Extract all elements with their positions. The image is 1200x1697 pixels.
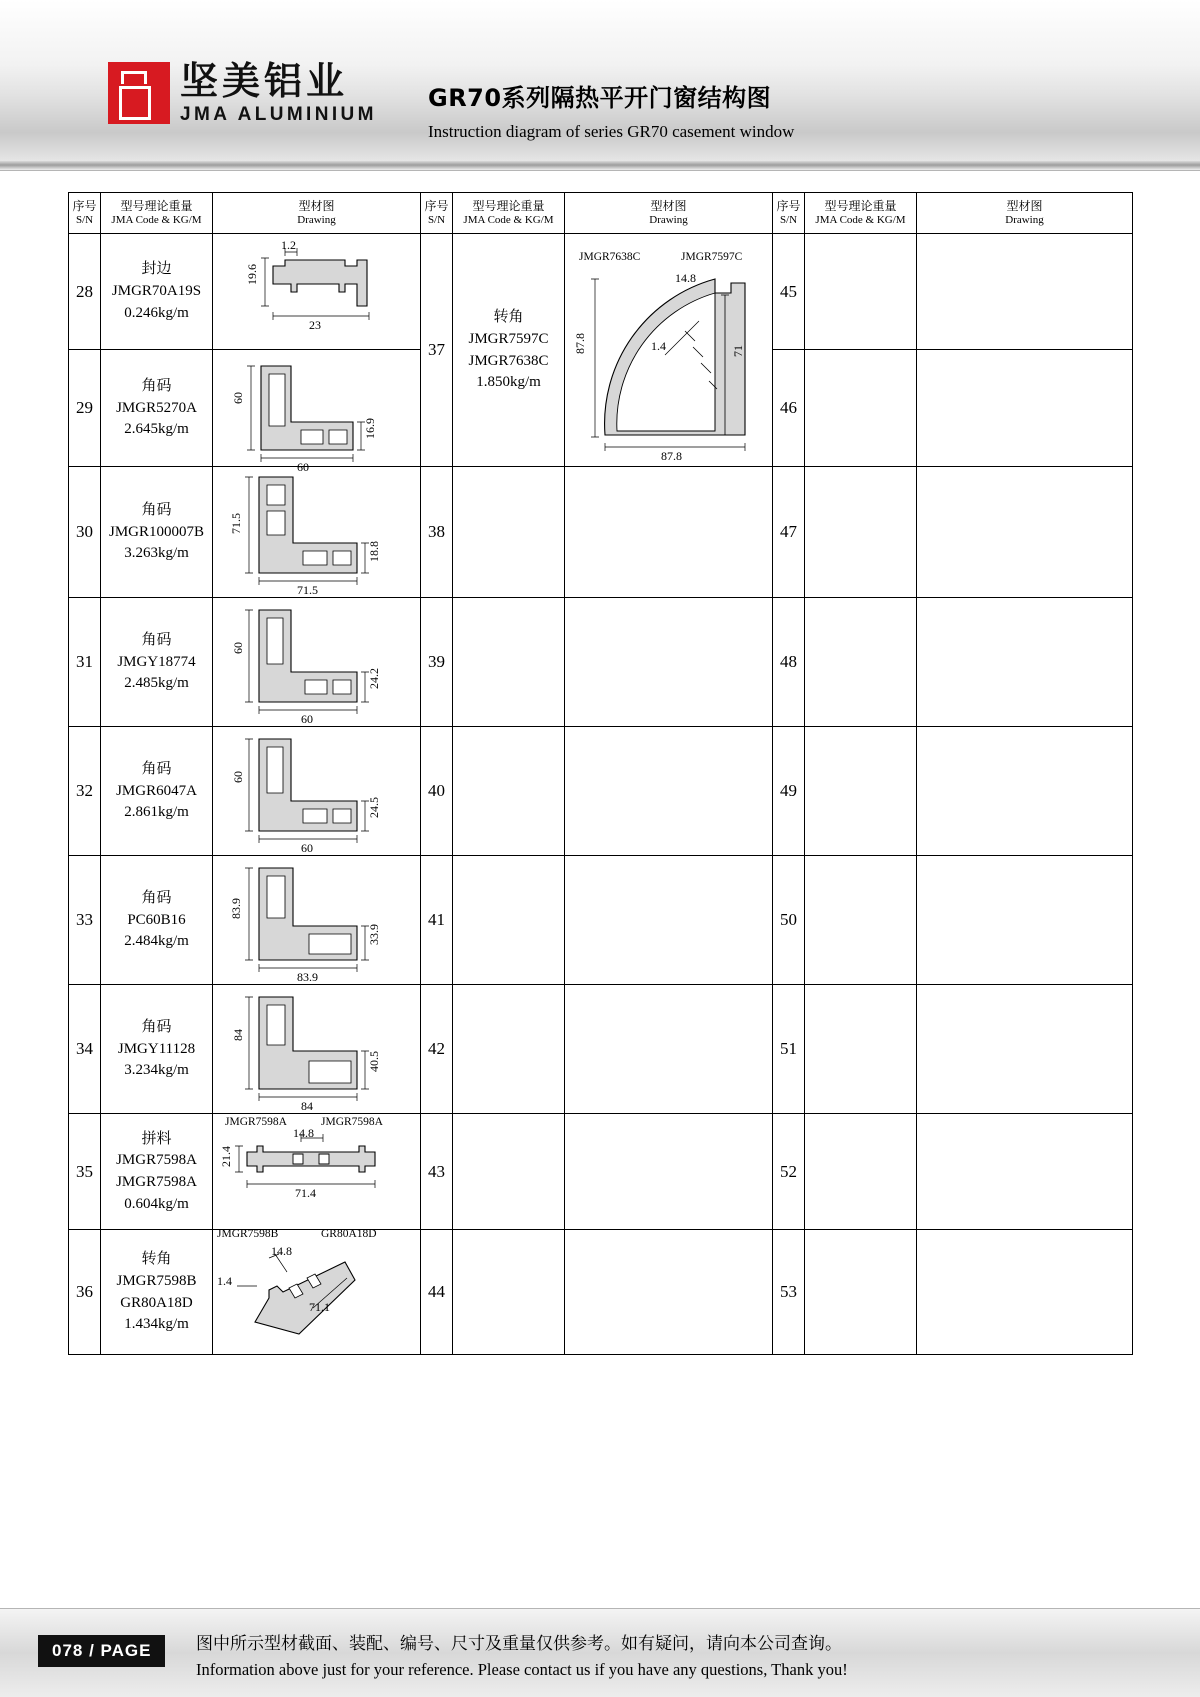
row-sn: 38: [421, 467, 453, 598]
dim-value: 14.8: [271, 1244, 292, 1258]
dim-value: 33.9: [367, 924, 381, 945]
col-header-code-2: 型号理论重量 JMA Code & KG/M: [453, 193, 565, 234]
dim-value: 87.8: [661, 449, 682, 463]
row-sn: 37: [421, 234, 453, 467]
row-sn: 40: [421, 727, 453, 856]
row-drawing: [213, 727, 421, 856]
row-drawing: [565, 985, 773, 1114]
row-code: [805, 467, 917, 598]
row-code: 角码 JMGR6047A 2.861kg/m: [101, 727, 213, 856]
dim-value: 1.4: [217, 1274, 232, 1288]
row-drawing: [917, 350, 1133, 467]
row-code: 角码 JMGR100007B 3.263kg/m: [101, 467, 213, 598]
row-code: [453, 598, 565, 727]
row-sn: 29: [69, 350, 101, 467]
col-header-code-1: 型号理论重量 JMA Code & KG/M: [101, 193, 213, 234]
dim-value: 14.8: [675, 271, 696, 285]
row-drawing: [213, 856, 421, 985]
brand-name-cn: 坚美铝业: [180, 59, 349, 103]
row-drawing: [917, 856, 1133, 985]
table-row: [69, 985, 1133, 1114]
row-sn: 28: [69, 234, 101, 350]
part-label: GR80A18D: [321, 1228, 377, 1240]
title-en: Instruction diagram of series GR70 casement window: [428, 122, 795, 141]
dim-value: 60: [231, 771, 245, 783]
row-code: [453, 1114, 565, 1230]
part-label: JMGR7638C: [579, 251, 641, 263]
table-row: [69, 234, 1133, 350]
dim-value: 40.5: [367, 1051, 381, 1072]
dim-value: 18.8: [367, 541, 381, 562]
row-sn: 43: [421, 1114, 453, 1230]
footer-note-en: Information above just for your reference. Please contact us if you have any questions, Thank you!: [196, 1660, 848, 1679]
row-sn: 41: [421, 856, 453, 985]
row-drawing: [213, 598, 421, 727]
row-code: [453, 727, 565, 856]
row-drawing: [213, 350, 421, 474]
row-sn: 42: [421, 985, 453, 1114]
row-sn: 52: [773, 1114, 805, 1230]
row-sn: 30: [69, 467, 101, 598]
dim-value: 60: [231, 392, 245, 404]
row-sn: 47: [773, 467, 805, 598]
part-label: JMGR7597C: [681, 251, 743, 263]
part-label: JMGR7598A: [321, 1115, 383, 1128]
row-code: 封边 JMGR70A19S 0.246kg/m: [101, 234, 213, 350]
row-code: [805, 985, 917, 1114]
page-header: [0, 0, 1200, 171]
row-code: [453, 985, 565, 1114]
col-header-drawing-2: 型材图 Drawing: [565, 193, 773, 234]
row-drawing: [565, 1114, 773, 1230]
dim-value: 1.4: [651, 339, 666, 353]
row-code: 转角 JMGR7598B GR80A18D 1.434kg/m: [101, 1230, 213, 1355]
row-code: [805, 598, 917, 727]
dim-value: 60: [301, 841, 313, 855]
dim-value: 24.5: [367, 797, 381, 818]
col-header-sn-3: 序号 S/N: [773, 193, 805, 234]
dim-value: 71: [731, 345, 745, 357]
row-drawing: [565, 598, 773, 727]
jma-logo-icon: [108, 62, 170, 124]
row-drawing: [917, 985, 1133, 1114]
page-title: [428, 78, 794, 142]
row-code: [453, 467, 565, 598]
page-footer: [0, 1608, 1200, 1697]
dim-value: 71.4: [295, 1185, 316, 1200]
col-header-drawing-3: 型材图 Drawing: [917, 193, 1133, 234]
row-code: 拼料 JMGR7598A JMGR7598A 0.604kg/m: [101, 1114, 213, 1230]
dim-value: 19.6: [245, 263, 259, 285]
table-row: [69, 1114, 1133, 1230]
row-sn: 46: [773, 350, 805, 467]
row-drawing: [917, 727, 1133, 856]
dim-value: 84: [231, 1029, 245, 1041]
dim-value: 71.5: [229, 513, 243, 534]
row-sn: 45: [773, 234, 805, 350]
dim-value: 60: [301, 712, 313, 726]
col-header-sn-1: 序号 S/N: [69, 193, 101, 234]
row-code: 角码 PC60B16 2.484kg/m: [101, 856, 213, 985]
row-code: [453, 856, 565, 985]
row-drawing: [213, 1114, 421, 1230]
dim-value: 23: [309, 317, 321, 332]
footer-note: [196, 1629, 848, 1680]
part-label: JMGR7598B: [217, 1228, 279, 1240]
table-row: [69, 727, 1133, 856]
row-drawing: [917, 598, 1133, 727]
row-sn: 35: [69, 1114, 101, 1230]
row-sn: 51: [773, 985, 805, 1114]
row-drawing: [917, 1114, 1133, 1230]
row-code: 角码 JMGY11128 3.234kg/m: [101, 985, 213, 1114]
dim-value: 1.2: [281, 237, 296, 252]
page-number: 078 / PAGE: [38, 1635, 165, 1667]
dim-value: 14.8: [293, 1125, 314, 1140]
dim-value: 24.2: [367, 668, 381, 689]
table-header-row: [69, 193, 1133, 234]
dim-value: 83.9: [229, 898, 243, 919]
row-drawing: [213, 1230, 421, 1355]
row-sn: 36: [69, 1230, 101, 1355]
dim-value: 84: [301, 1099, 313, 1113]
dim-value: 83.9: [297, 970, 318, 984]
row-drawing: [565, 234, 773, 467]
row-code: [805, 856, 917, 985]
row-sn: 48: [773, 598, 805, 727]
row-drawing: [917, 467, 1133, 598]
title-cn: GR70系列隔热平开门窗结构图: [428, 84, 772, 112]
row-sn: 39: [421, 598, 453, 727]
row-drawing: [565, 727, 773, 856]
row-drawing: [917, 1230, 1133, 1355]
dim-value: 16.9: [363, 418, 377, 439]
dim-value: 21.4: [219, 1145, 233, 1167]
row-code: 角码 JMGR5270A 2.645kg/m: [101, 350, 213, 467]
row-drawing: [213, 467, 421, 598]
row-drawing: [917, 234, 1133, 350]
row-sn: 31: [69, 598, 101, 727]
row-code: [805, 234, 917, 350]
row-sn: 49: [773, 727, 805, 856]
row-drawing: [213, 985, 421, 1114]
profile-table: [68, 192, 1132, 1355]
table-row: [69, 856, 1133, 985]
brand-name-en: JMA ALUMINIUM: [180, 104, 377, 125]
table-row: [69, 598, 1133, 727]
footer-note-cn: 图中所示型材截面、装配、编号、尺寸及重量仅供参考。如有疑问，请向本公司查询。: [196, 1634, 842, 1654]
row-code: [805, 1114, 917, 1230]
row-code: [805, 350, 917, 467]
row-code: 角码 JMGY18774 2.485kg/m: [101, 598, 213, 727]
row-code: [805, 727, 917, 856]
row-drawing: [565, 467, 773, 598]
row-code: [805, 1230, 917, 1355]
dim-value: 60: [231, 642, 245, 654]
dim-value: 71.1: [309, 1300, 330, 1314]
row-code: [453, 1230, 565, 1355]
dim-value: 87.8: [573, 333, 587, 354]
dim-value: 71.5: [297, 583, 318, 597]
row-code: 转角 JMGR7597C JMGR7638C 1.850kg/m: [453, 234, 565, 467]
row-drawing: [565, 1230, 773, 1355]
table-row: [69, 1230, 1133, 1355]
table-row: [69, 467, 1133, 598]
row-drawing: [565, 856, 773, 985]
row-sn: 32: [69, 727, 101, 856]
row-sn: 33: [69, 856, 101, 985]
col-header-drawing-1: 型材图 Drawing: [213, 193, 421, 234]
row-sn: 53: [773, 1230, 805, 1355]
dim-value: 60: [297, 460, 309, 474]
brand-logo: [108, 59, 377, 125]
row-drawing: [213, 234, 421, 350]
part-label: JMGR7598A: [225, 1115, 287, 1128]
col-header-sn-2: 序号 S/N: [421, 193, 453, 234]
col-header-code-3: 型号理论重量 JMA Code & KG/M: [805, 193, 917, 234]
row-sn: 50: [773, 856, 805, 985]
row-sn: 44: [421, 1230, 453, 1355]
row-sn: 34: [69, 985, 101, 1114]
